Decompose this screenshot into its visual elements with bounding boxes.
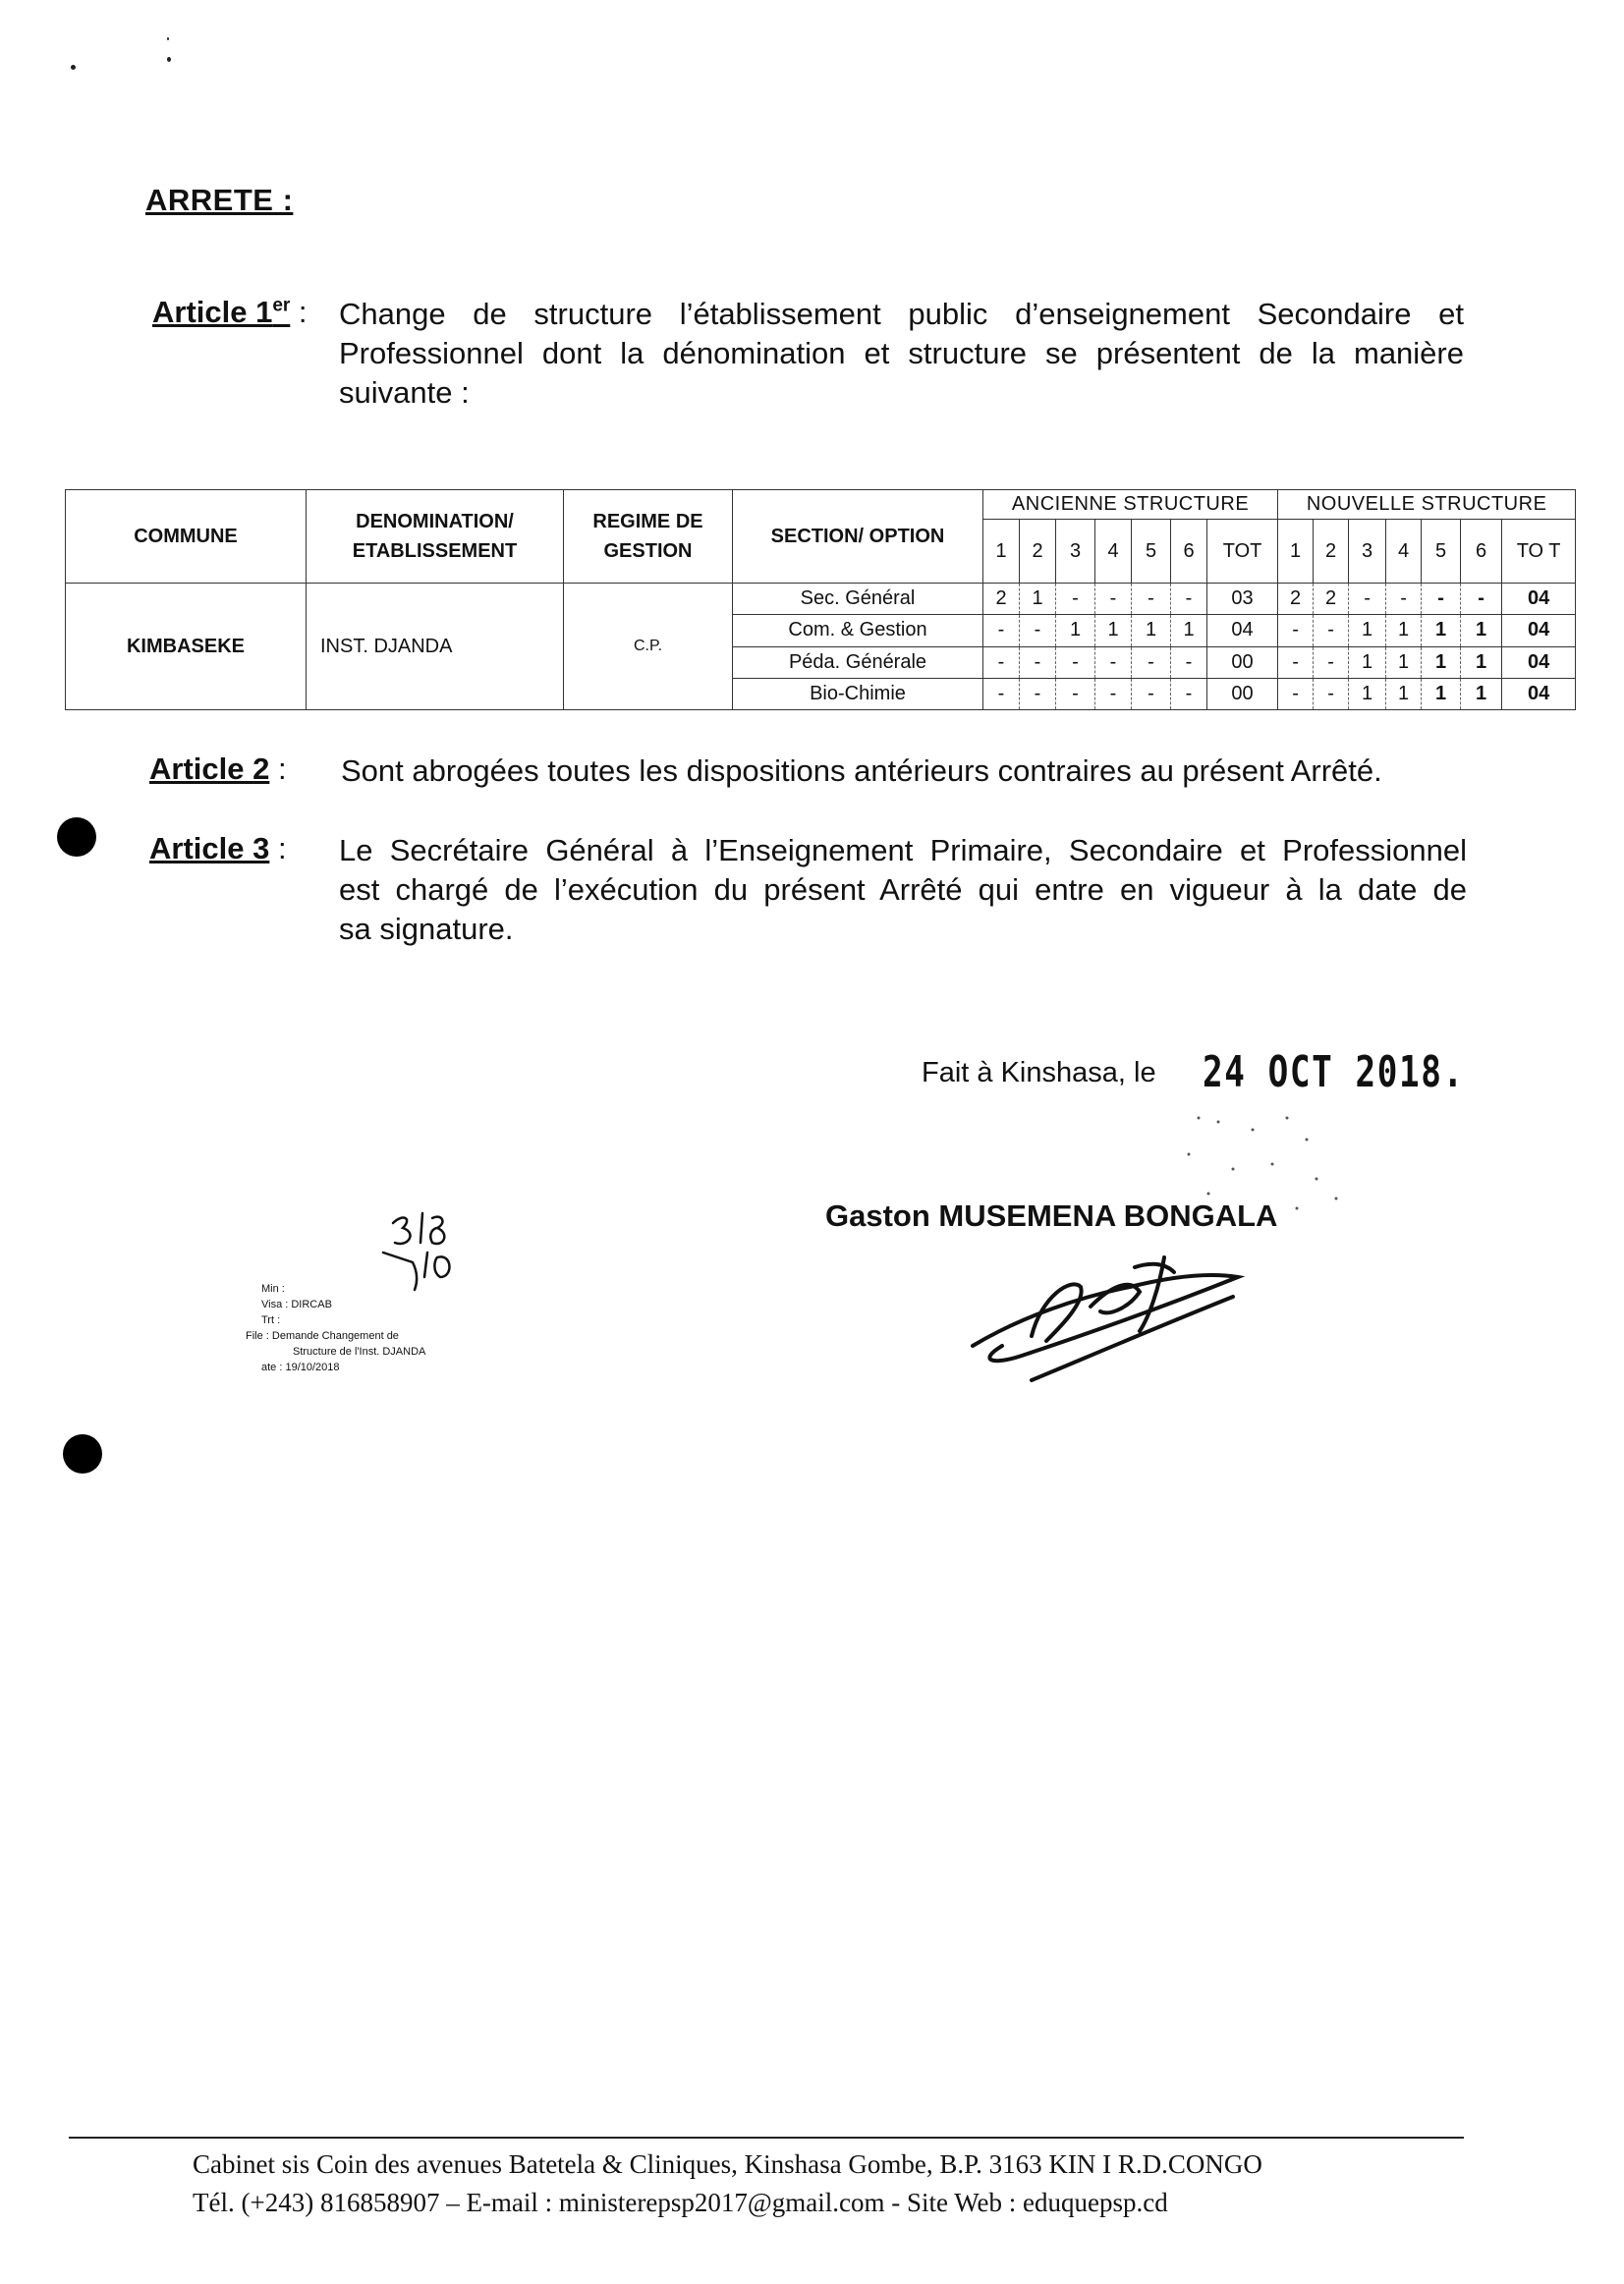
cell-old-year: - bbox=[1056, 584, 1095, 615]
cell-old-year: - bbox=[1095, 584, 1132, 615]
header-year: 3 bbox=[1349, 520, 1386, 584]
footer-address: Cabinet sis Coin des avenues Batetela & Cliniques, Kinshasa Gombe, B.P. 3163 KIN I R.D.CONGO bbox=[193, 2149, 1262, 2179]
reference-line: Min : bbox=[261, 1283, 285, 1295]
header-commune: COMMUNE bbox=[66, 490, 307, 584]
footer-rule bbox=[69, 2137, 1464, 2139]
cell-new-year: - bbox=[1278, 646, 1314, 678]
cell-new-year: - bbox=[1278, 678, 1314, 709]
scan-speck bbox=[167, 57, 171, 62]
header-year: 6 bbox=[1461, 520, 1502, 584]
table-row bbox=[66, 584, 1576, 615]
cell-new-year: 1 bbox=[1461, 615, 1502, 646]
cell-old-total: 00 bbox=[1207, 678, 1278, 709]
cell-new-year: 1 bbox=[1386, 615, 1422, 646]
initials-mark bbox=[373, 1203, 491, 1292]
cell-commune: KIMBASEKE bbox=[66, 584, 307, 710]
article-3-line: Le Secrétaire Général à l’Enseignement Primaire, Secondaire et Professionnel bbox=[339, 833, 1467, 867]
cell-new-year: 1 bbox=[1461, 646, 1502, 678]
cell-old-year: - bbox=[1171, 678, 1207, 709]
cell-new-year: 1 bbox=[1349, 646, 1386, 678]
cell-old-year: 1 bbox=[1095, 615, 1132, 646]
cell-old-total: 00 bbox=[1207, 646, 1278, 678]
header-year: 6 bbox=[1171, 520, 1207, 584]
header-nouvelle-structure: NOUVELLE STRUCTURE bbox=[1278, 490, 1576, 520]
cell-old-total: 03 bbox=[1207, 584, 1278, 615]
cell-new-year: - bbox=[1349, 584, 1386, 615]
article-1-text bbox=[339, 295, 1464, 413]
cell-old-total: 04 bbox=[1207, 615, 1278, 646]
cell-old-year: 1 bbox=[1132, 615, 1171, 646]
article-2-text bbox=[341, 752, 1471, 791]
cell-old-year: - bbox=[983, 678, 1020, 709]
cell-old-year: - bbox=[1020, 678, 1056, 709]
cell-old-year: 2 bbox=[983, 584, 1020, 615]
cell-new-total: 04 bbox=[1502, 615, 1576, 646]
cell-old-year: - bbox=[1171, 646, 1207, 678]
cell-old-year: - bbox=[1171, 584, 1207, 615]
cell-new-year: - bbox=[1314, 646, 1349, 678]
place-date: Fait à Kinshasa, le bbox=[922, 1057, 1156, 1088]
reference-line: Visa : DIRCAB bbox=[261, 1299, 332, 1310]
cell-new-year: - bbox=[1461, 584, 1502, 615]
cell-new-year: 1 bbox=[1349, 615, 1386, 646]
cell-old-year: - bbox=[1056, 678, 1095, 709]
article-3-line: sa signature. bbox=[339, 912, 514, 946]
cell-old-year: - bbox=[1095, 678, 1132, 709]
scan-speck bbox=[167, 37, 169, 40]
cell-old-year: - bbox=[1056, 646, 1095, 678]
cell-section: Sec. Général bbox=[733, 584, 983, 615]
reference-line: ate : 19/10/2018 bbox=[261, 1362, 340, 1373]
cell-new-year: - bbox=[1314, 615, 1349, 646]
article-3-line: est chargé de l’exécution du présent Arrêté qui entre en vigueur à la date de bbox=[339, 872, 1467, 907]
header-year: 2 bbox=[1020, 520, 1056, 584]
cell-old-year: - bbox=[1095, 646, 1132, 678]
cell-section: Com. & Gestion bbox=[733, 615, 983, 646]
date-stamp: 24 OCT 2018. bbox=[1203, 1047, 1465, 1097]
cell-old-year: - bbox=[983, 615, 1020, 646]
reference-line: Structure de l'Inst. DJANDA bbox=[293, 1346, 426, 1358]
header-year: 4 bbox=[1095, 520, 1132, 584]
header-section: SECTION/ OPTION bbox=[733, 490, 983, 584]
cell-new-year: 1 bbox=[1349, 678, 1386, 709]
cell-old-year: - bbox=[1132, 646, 1171, 678]
scan-speck bbox=[71, 65, 76, 70]
cell-old-year: - bbox=[1132, 678, 1171, 709]
cell-new-year: 2 bbox=[1278, 584, 1314, 615]
footer-contact: Tél. (+243) 816858907 – E-mail : ministerepsp2017@gmail.com - Site Web : eduquepsp.cd bbox=[193, 2188, 1168, 2217]
article-3-text bbox=[339, 831, 1467, 949]
cell-new-year: - bbox=[1314, 678, 1349, 709]
cell-old-year: 1 bbox=[1020, 584, 1056, 615]
article-1-label-text: Article 1er bbox=[152, 295, 291, 329]
cell-new-year: 1 bbox=[1422, 646, 1461, 678]
cell-new-year: - bbox=[1422, 584, 1461, 615]
cell-new-year: 1 bbox=[1461, 678, 1502, 709]
cell-regime: C.P. bbox=[564, 584, 733, 710]
article-2-line: Sont abrogées toutes les dispositions antérieurs contraires au présent Arrêté. bbox=[341, 753, 1382, 788]
header-ancienne-structure: ANCIENNE STRUCTURE bbox=[983, 490, 1278, 520]
cell-old-year: - bbox=[983, 646, 1020, 678]
cell-etablissement: INST. DJANDA bbox=[307, 584, 564, 710]
cell-new-year: 2 bbox=[1314, 584, 1349, 615]
article-3-label: Article 3 : bbox=[149, 831, 287, 865]
cell-new-total: 04 bbox=[1502, 584, 1576, 615]
handwritten-signature bbox=[963, 1248, 1267, 1385]
header-year: 5 bbox=[1422, 520, 1461, 584]
article-1-label: Article 1er : bbox=[152, 295, 308, 329]
reference-line: Trt : bbox=[261, 1314, 281, 1326]
cell-new-year: 1 bbox=[1386, 678, 1422, 709]
reference-line: File : Demande Changement de bbox=[246, 1330, 399, 1342]
cell-section: Bio-Chimie bbox=[733, 678, 983, 709]
cell-new-total: 04 bbox=[1502, 646, 1576, 678]
cell-section: Péda. Générale bbox=[733, 646, 983, 678]
punch-hole bbox=[63, 1434, 102, 1474]
header-regime: REGIME DE GESTION bbox=[564, 490, 733, 584]
header-denomination: DENOMINATION/ ETABLISSEMENT bbox=[307, 490, 564, 584]
document-heading: ARRETE : bbox=[145, 183, 294, 217]
signatory-name: Gaston MUSEMENA BONGALA bbox=[825, 1198, 1278, 1233]
article-1-line: suivante : bbox=[339, 375, 470, 410]
cell-new-total: 04 bbox=[1502, 678, 1576, 709]
article-1-line: Professionnel dont la dénomination et structure se présentent de la manière bbox=[339, 336, 1464, 370]
cell-old-year: 1 bbox=[1056, 615, 1095, 646]
cell-new-year: - bbox=[1386, 584, 1422, 615]
cell-old-year: - bbox=[1020, 646, 1056, 678]
cell-new-year: 1 bbox=[1422, 615, 1461, 646]
header-tot: TOT bbox=[1207, 520, 1278, 584]
header-year: 1 bbox=[1278, 520, 1314, 584]
header-tot-new: TO T bbox=[1502, 520, 1576, 584]
article-2-label: Article 2 : bbox=[149, 752, 287, 786]
punch-hole bbox=[57, 817, 96, 857]
header-year: 1 bbox=[983, 520, 1020, 584]
article-1-line: Change de structure l’établissement public d’enseignement Secondaire et bbox=[339, 297, 1464, 331]
header-year: 2 bbox=[1314, 520, 1349, 584]
header-year: 4 bbox=[1386, 520, 1422, 584]
cell-new-year: 1 bbox=[1422, 678, 1461, 709]
structure-table bbox=[65, 489, 1576, 710]
header-year: 3 bbox=[1056, 520, 1095, 584]
cell-old-year: - bbox=[1132, 584, 1171, 615]
cell-new-year: - bbox=[1278, 615, 1314, 646]
cell-new-year: 1 bbox=[1386, 646, 1422, 678]
header-year: 5 bbox=[1132, 520, 1171, 584]
cell-old-year: 1 bbox=[1171, 615, 1207, 646]
cell-old-year: - bbox=[1020, 615, 1056, 646]
handwritten-initials bbox=[373, 1203, 491, 1292]
